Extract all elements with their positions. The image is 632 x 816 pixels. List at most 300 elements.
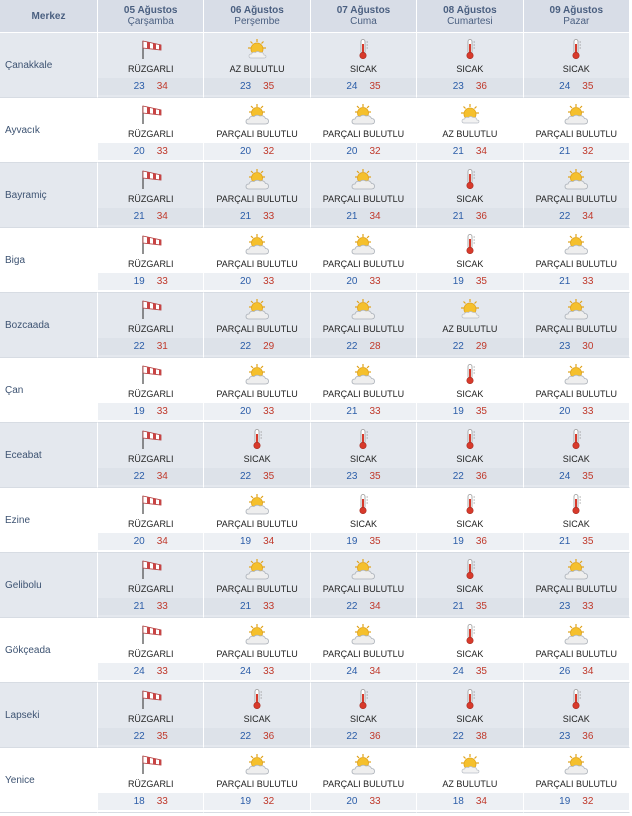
windsock-icon bbox=[137, 623, 165, 645]
partly-cloudy-icon bbox=[349, 168, 377, 190]
min-temp: 21 bbox=[559, 536, 571, 547]
max-temp: 33 bbox=[156, 146, 168, 157]
partly-cloudy-icon bbox=[349, 233, 377, 255]
condition-label: PARÇALI BULUTLU bbox=[322, 259, 405, 269]
forecast-cell bbox=[524, 163, 630, 228]
min-temp: 22 bbox=[133, 731, 145, 742]
max-temp: 34 bbox=[369, 211, 381, 222]
max-temp: 36 bbox=[475, 536, 487, 547]
forecast-cell bbox=[311, 423, 417, 488]
thermometer-icon bbox=[456, 363, 484, 385]
partly-cloudy-icon bbox=[349, 558, 377, 580]
thermometer-icon bbox=[456, 493, 484, 515]
day-header bbox=[311, 0, 417, 33]
min-temp: 21 bbox=[133, 211, 145, 222]
forecast-cell bbox=[417, 423, 523, 488]
forecast-cell bbox=[98, 163, 204, 228]
temperature-range bbox=[311, 793, 416, 810]
temperature-range bbox=[98, 78, 203, 95]
max-temp: 32 bbox=[369, 146, 381, 157]
city-name[interactable]: Yenice bbox=[0, 748, 98, 813]
partly-cloudy-icon bbox=[562, 103, 590, 125]
condition-label: PARÇALI BULUTLU bbox=[322, 779, 405, 789]
city-name[interactable]: Gelibolu bbox=[0, 553, 98, 618]
forecast-cell bbox=[417, 618, 523, 683]
windsock-icon bbox=[137, 558, 165, 580]
max-temp: 34 bbox=[475, 796, 487, 807]
max-temp: 33 bbox=[369, 276, 381, 287]
max-temp: 36 bbox=[582, 731, 594, 742]
day-header bbox=[417, 0, 523, 33]
condition-label: RÜZGARLI bbox=[127, 64, 174, 74]
temperature-range bbox=[204, 403, 309, 420]
max-temp: 36 bbox=[475, 81, 487, 92]
condition-label: PARÇALI BULUTLU bbox=[216, 584, 298, 594]
condition-label: PARÇALI BULUTLU bbox=[322, 324, 405, 334]
condition-label: SICAK bbox=[456, 194, 484, 204]
min-temp: 21 bbox=[239, 211, 252, 222]
windsock-icon bbox=[137, 688, 165, 710]
partly-cloudy-icon bbox=[243, 493, 271, 515]
windsock-icon bbox=[137, 298, 165, 320]
min-temp: 26 bbox=[559, 666, 571, 677]
temperature-range bbox=[417, 533, 522, 550]
forecast-cell bbox=[204, 358, 310, 423]
windsock-icon bbox=[137, 168, 165, 190]
max-temp: 33 bbox=[156, 601, 168, 612]
max-temp: 35 bbox=[156, 731, 168, 742]
temperature-range bbox=[524, 533, 629, 550]
temperature-range bbox=[204, 598, 309, 615]
condition-label: SICAK bbox=[562, 519, 590, 529]
day-date: 08 Ağustos bbox=[443, 5, 497, 16]
forecast-cell bbox=[204, 33, 310, 98]
condition-label: PARÇALI BULUTLU bbox=[322, 389, 405, 399]
temperature-range bbox=[311, 598, 416, 615]
min-temp: 20 bbox=[239, 276, 252, 287]
temperature-range bbox=[311, 78, 416, 95]
min-temp: 24 bbox=[239, 666, 252, 677]
forecast-cell bbox=[524, 358, 630, 423]
thermometer-icon bbox=[456, 558, 484, 580]
forecast-cell bbox=[524, 228, 630, 293]
condition-label: SICAK bbox=[456, 649, 484, 659]
temperature-range bbox=[311, 403, 416, 420]
condition-label: PARÇALI BULUTLU bbox=[535, 194, 617, 204]
temperature-range bbox=[311, 533, 416, 550]
forecast-cell bbox=[98, 228, 204, 293]
condition-label: SICAK bbox=[456, 454, 484, 464]
forecast-cell bbox=[417, 163, 523, 228]
condition-label: SICAK bbox=[243, 714, 271, 724]
partly-cloudy-icon bbox=[562, 363, 590, 385]
windsock-icon bbox=[137, 38, 165, 60]
forecast-cell bbox=[311, 488, 417, 553]
temperature-range bbox=[204, 78, 309, 95]
temperature-range bbox=[524, 403, 629, 420]
max-temp: 34 bbox=[156, 471, 168, 482]
partly-cloudy-icon bbox=[243, 753, 271, 775]
min-temp: 21 bbox=[346, 211, 358, 222]
max-temp: 32 bbox=[263, 146, 275, 157]
condition-label: SICAK bbox=[456, 584, 484, 594]
temperature-range bbox=[204, 273, 309, 290]
temperature-range bbox=[417, 403, 522, 420]
forecast-cell bbox=[98, 33, 204, 98]
sun-cloud-icon bbox=[456, 298, 484, 320]
min-temp: 18 bbox=[133, 796, 145, 807]
temperature-range bbox=[524, 663, 629, 680]
condition-label: SICAK bbox=[456, 714, 484, 724]
min-temp: 19 bbox=[346, 536, 358, 547]
condition-label: AZ BULUTLU bbox=[442, 129, 498, 139]
city-name[interactable]: Eceabat bbox=[0, 423, 98, 488]
forecast-cell bbox=[204, 488, 310, 553]
partly-cloudy-icon bbox=[243, 233, 271, 255]
max-temp: 35 bbox=[475, 276, 487, 287]
min-temp: 23 bbox=[346, 471, 358, 482]
condition-label: SICAK bbox=[349, 714, 377, 724]
temperature-range bbox=[311, 143, 416, 160]
condition-label: PARÇALI BULUTLU bbox=[216, 389, 298, 399]
condition-label: RÜZGARLI bbox=[127, 714, 174, 724]
temperature-range bbox=[98, 533, 203, 550]
min-temp: 21 bbox=[559, 276, 571, 287]
min-temp: 22 bbox=[239, 471, 252, 482]
day-weekday: Perşembe bbox=[234, 16, 280, 27]
forecast-cell bbox=[204, 228, 310, 293]
max-temp: 34 bbox=[156, 536, 168, 547]
forecast-cell bbox=[98, 618, 204, 683]
max-temp: 28 bbox=[369, 341, 381, 352]
thermometer-icon bbox=[456, 233, 484, 255]
max-temp: 36 bbox=[475, 471, 487, 482]
partly-cloudy-icon bbox=[349, 623, 377, 645]
min-temp: 22 bbox=[133, 341, 145, 352]
thermometer-icon bbox=[349, 493, 377, 515]
forecast-cell bbox=[417, 358, 523, 423]
min-temp: 23 bbox=[559, 341, 571, 352]
condition-label: AZ BULUTLU bbox=[229, 64, 285, 74]
partly-cloudy-icon bbox=[562, 168, 590, 190]
partly-cloudy-icon bbox=[562, 558, 590, 580]
city-name[interactable]: Bayramiç bbox=[0, 163, 98, 228]
temperature-range bbox=[98, 143, 203, 160]
max-temp: 38 bbox=[475, 731, 487, 742]
day-date: 07 Ağustos bbox=[336, 5, 391, 16]
max-temp: 35 bbox=[263, 81, 275, 92]
max-temp: 34 bbox=[156, 81, 168, 92]
min-temp: 21 bbox=[559, 146, 571, 157]
forecast-cell bbox=[311, 553, 417, 618]
temperature-range bbox=[98, 403, 203, 420]
city-name[interactable]: Ayvacık bbox=[0, 98, 98, 163]
forecast-cell bbox=[311, 163, 417, 228]
forecast-cell bbox=[98, 683, 204, 748]
max-temp: 33 bbox=[263, 601, 275, 612]
min-temp: 24 bbox=[133, 666, 145, 677]
forecast-cell bbox=[204, 98, 310, 163]
max-temp: 33 bbox=[582, 601, 594, 612]
forecast-cell bbox=[311, 358, 417, 423]
partly-cloudy-icon bbox=[243, 558, 271, 580]
min-temp: 24 bbox=[346, 666, 358, 677]
condition-label: PARÇALI BULUTLU bbox=[216, 194, 298, 204]
forecast-cell bbox=[98, 488, 204, 553]
table-row bbox=[0, 293, 630, 358]
max-temp: 35 bbox=[369, 471, 381, 482]
forecast-cell bbox=[311, 683, 417, 748]
partly-cloudy-icon bbox=[562, 623, 590, 645]
forecast-cell bbox=[524, 748, 630, 813]
condition-label: RÜZGARLI bbox=[127, 324, 174, 334]
forecast-cell bbox=[204, 618, 310, 683]
forecast-cell bbox=[204, 163, 310, 228]
min-temp: 20 bbox=[559, 406, 571, 417]
min-temp: 23 bbox=[239, 81, 252, 92]
min-temp: 19 bbox=[452, 406, 464, 417]
temperature-range bbox=[417, 663, 522, 680]
table-row bbox=[0, 358, 630, 423]
forecast-cell bbox=[524, 293, 630, 358]
max-temp: 33 bbox=[582, 406, 594, 417]
condition-label: SICAK bbox=[562, 64, 590, 74]
table-row bbox=[0, 228, 630, 293]
min-temp: 20 bbox=[346, 146, 358, 157]
day-weekday: Çarşamba bbox=[127, 16, 174, 27]
condition-label: RÜZGARLI bbox=[127, 779, 174, 789]
condition-label: PARÇALI BULUTLU bbox=[535, 779, 617, 789]
forecast-cell bbox=[524, 618, 630, 683]
min-temp: 22 bbox=[452, 341, 464, 352]
temperature-range bbox=[524, 208, 629, 225]
condition-label: PARÇALI BULUTLU bbox=[322, 194, 405, 204]
max-temp: 29 bbox=[475, 341, 487, 352]
min-temp: 23 bbox=[559, 731, 571, 742]
max-temp: 33 bbox=[369, 406, 381, 417]
condition-label: SICAK bbox=[456, 389, 484, 399]
min-temp: 21 bbox=[452, 146, 464, 157]
partly-cloudy-icon bbox=[243, 623, 271, 645]
max-temp: 35 bbox=[475, 601, 487, 612]
min-temp: 19 bbox=[133, 406, 145, 417]
forecast-cell bbox=[98, 98, 204, 163]
day-header bbox=[98, 0, 204, 33]
min-temp: 22 bbox=[346, 341, 358, 352]
condition-label: SICAK bbox=[243, 454, 271, 464]
forecast-cell bbox=[98, 748, 204, 813]
min-temp: 22 bbox=[133, 471, 145, 482]
min-temp: 24 bbox=[346, 81, 358, 92]
table-row bbox=[0, 33, 630, 98]
max-temp: 33 bbox=[263, 276, 275, 287]
forecast-cell bbox=[98, 293, 204, 358]
thermometer-icon bbox=[456, 688, 484, 710]
temperature-range bbox=[204, 208, 309, 225]
condition-label: PARÇALI BULUTLU bbox=[535, 649, 617, 659]
temperature-range bbox=[98, 338, 203, 355]
forecast-cell bbox=[417, 488, 523, 553]
forecast-cell bbox=[204, 293, 310, 358]
max-temp: 36 bbox=[475, 211, 487, 222]
max-temp: 33 bbox=[582, 276, 594, 287]
temperature-range bbox=[311, 728, 416, 745]
thermometer-icon bbox=[349, 38, 377, 60]
min-temp: 22 bbox=[239, 341, 252, 352]
condition-label: PARÇALI BULUTLU bbox=[322, 649, 405, 659]
forecast-cell bbox=[204, 748, 310, 813]
city-name[interactable]: Ezine bbox=[0, 488, 98, 553]
city-name[interactable]: Çan bbox=[0, 358, 98, 423]
temperature-range bbox=[311, 208, 416, 225]
condition-label: PARÇALI BULUTLU bbox=[535, 129, 617, 139]
min-temp: 21 bbox=[346, 406, 358, 417]
forecast-cell bbox=[417, 553, 523, 618]
max-temp: 34 bbox=[369, 666, 381, 677]
city-name[interactable]: Bozcaada bbox=[0, 293, 98, 358]
thermometer-icon bbox=[562, 38, 590, 60]
thermometer-icon bbox=[456, 428, 484, 450]
temperature-range bbox=[417, 208, 522, 225]
min-temp: 21 bbox=[452, 211, 464, 222]
thermometer-icon bbox=[562, 493, 590, 515]
temperature-range bbox=[311, 663, 416, 680]
temperature-range bbox=[524, 338, 629, 355]
windsock-icon bbox=[137, 493, 165, 515]
city-name[interactable]: Biga bbox=[0, 228, 98, 293]
temperature-range bbox=[204, 143, 309, 160]
max-temp: 33 bbox=[263, 666, 275, 677]
forecast-cell bbox=[98, 553, 204, 618]
min-temp: 20 bbox=[133, 536, 145, 547]
forecast-cell bbox=[524, 423, 630, 488]
sun-cloud-icon bbox=[456, 103, 484, 125]
min-temp: 23 bbox=[133, 81, 145, 92]
forecast-cell bbox=[204, 423, 310, 488]
max-temp: 35 bbox=[582, 81, 594, 92]
min-temp: 24 bbox=[452, 666, 464, 677]
min-temp: 19 bbox=[559, 796, 571, 807]
condition-label: PARÇALI BULUTLU bbox=[216, 324, 298, 334]
city-name[interactable]: Çanakkale bbox=[0, 33, 98, 98]
max-temp: 34 bbox=[582, 666, 594, 677]
min-temp: 22 bbox=[346, 601, 358, 612]
min-temp: 20 bbox=[346, 796, 358, 807]
forecast-cell bbox=[98, 358, 204, 423]
condition-label: PARÇALI BULUTLU bbox=[535, 259, 617, 269]
max-temp: 35 bbox=[263, 471, 275, 482]
condition-label: RÜZGARLI bbox=[127, 519, 174, 529]
table-row bbox=[0, 683, 630, 748]
condition-label: SICAK bbox=[349, 454, 377, 464]
condition-label: SICAK bbox=[456, 64, 484, 74]
temperature-range bbox=[417, 78, 522, 95]
temperature-range bbox=[204, 338, 309, 355]
condition-label: SICAK bbox=[349, 64, 377, 74]
condition-label: PARÇALI BULUTLU bbox=[322, 129, 405, 139]
partly-cloudy-icon bbox=[243, 103, 271, 125]
condition-label: RÜZGARLI bbox=[127, 389, 174, 399]
min-temp: 21 bbox=[239, 601, 252, 612]
forecast-cell bbox=[417, 683, 523, 748]
min-temp: 19 bbox=[452, 536, 464, 547]
temperature-range bbox=[311, 468, 416, 485]
condition-label: RÜZGARLI bbox=[127, 259, 174, 269]
min-temp: 22 bbox=[239, 731, 252, 742]
min-temp: 20 bbox=[239, 406, 252, 417]
day-date: 06 Ağustos bbox=[230, 5, 284, 16]
condition-label: RÜZGARLI bbox=[127, 194, 174, 204]
min-temp: 21 bbox=[133, 601, 145, 612]
temperature-range bbox=[204, 728, 309, 745]
condition-label: PARÇALI BULUTLU bbox=[535, 584, 617, 594]
forecast-cell bbox=[417, 748, 523, 813]
condition-label: PARÇALI BULUTLU bbox=[322, 584, 405, 594]
condition-label: RÜZGARLI bbox=[127, 129, 174, 139]
temperature-range bbox=[311, 338, 416, 355]
thermometer-icon bbox=[456, 623, 484, 645]
temperature-range bbox=[524, 793, 629, 810]
windsock-icon bbox=[137, 363, 165, 385]
temperature-range bbox=[417, 468, 522, 485]
max-temp: 30 bbox=[582, 341, 594, 352]
thermometer-icon bbox=[562, 688, 590, 710]
header-row bbox=[0, 0, 630, 33]
condition-label: SICAK bbox=[562, 454, 590, 464]
sun-cloud-icon bbox=[243, 38, 271, 60]
temperature-range bbox=[524, 78, 629, 95]
max-temp: 35 bbox=[475, 406, 487, 417]
min-temp: 22 bbox=[346, 731, 358, 742]
forecast-cell bbox=[524, 683, 630, 748]
city-name[interactable]: Gökçeada bbox=[0, 618, 98, 683]
thermometer-icon bbox=[456, 38, 484, 60]
condition-label: AZ BULUTLU bbox=[442, 324, 498, 334]
min-temp: 19 bbox=[133, 276, 145, 287]
partly-cloudy-icon bbox=[349, 298, 377, 320]
max-temp: 33 bbox=[156, 406, 168, 417]
condition-label: PARÇALI BULUTLU bbox=[216, 259, 298, 269]
temperature-range bbox=[417, 273, 522, 290]
forecast-cell bbox=[417, 98, 523, 163]
min-temp: 22 bbox=[452, 471, 464, 482]
thermometer-icon bbox=[243, 428, 271, 450]
temperature-range bbox=[98, 273, 203, 290]
windsock-icon bbox=[137, 753, 165, 775]
city-name[interactable]: Lapseki bbox=[0, 683, 98, 748]
windsock-icon bbox=[137, 233, 165, 255]
table-row bbox=[0, 423, 630, 488]
condition-label: PARÇALI BULUTLU bbox=[535, 389, 617, 399]
temperature-range bbox=[417, 338, 522, 355]
table-row bbox=[0, 618, 630, 683]
partly-cloudy-icon bbox=[349, 753, 377, 775]
condition-label: RÜZGARLI bbox=[127, 584, 174, 594]
thermometer-icon bbox=[456, 168, 484, 190]
forecast-cell bbox=[204, 553, 310, 618]
temperature-range bbox=[204, 468, 309, 485]
min-temp: 18 bbox=[452, 796, 464, 807]
max-temp: 33 bbox=[156, 276, 168, 287]
min-temp: 20 bbox=[239, 146, 252, 157]
thermometer-icon bbox=[562, 428, 590, 450]
table-row bbox=[0, 163, 630, 228]
min-temp: 20 bbox=[133, 146, 145, 157]
min-temp: 19 bbox=[239, 536, 252, 547]
city-column-header: Merkez bbox=[0, 0, 98, 33]
forecast-cell bbox=[311, 98, 417, 163]
temperature-range bbox=[417, 793, 522, 810]
